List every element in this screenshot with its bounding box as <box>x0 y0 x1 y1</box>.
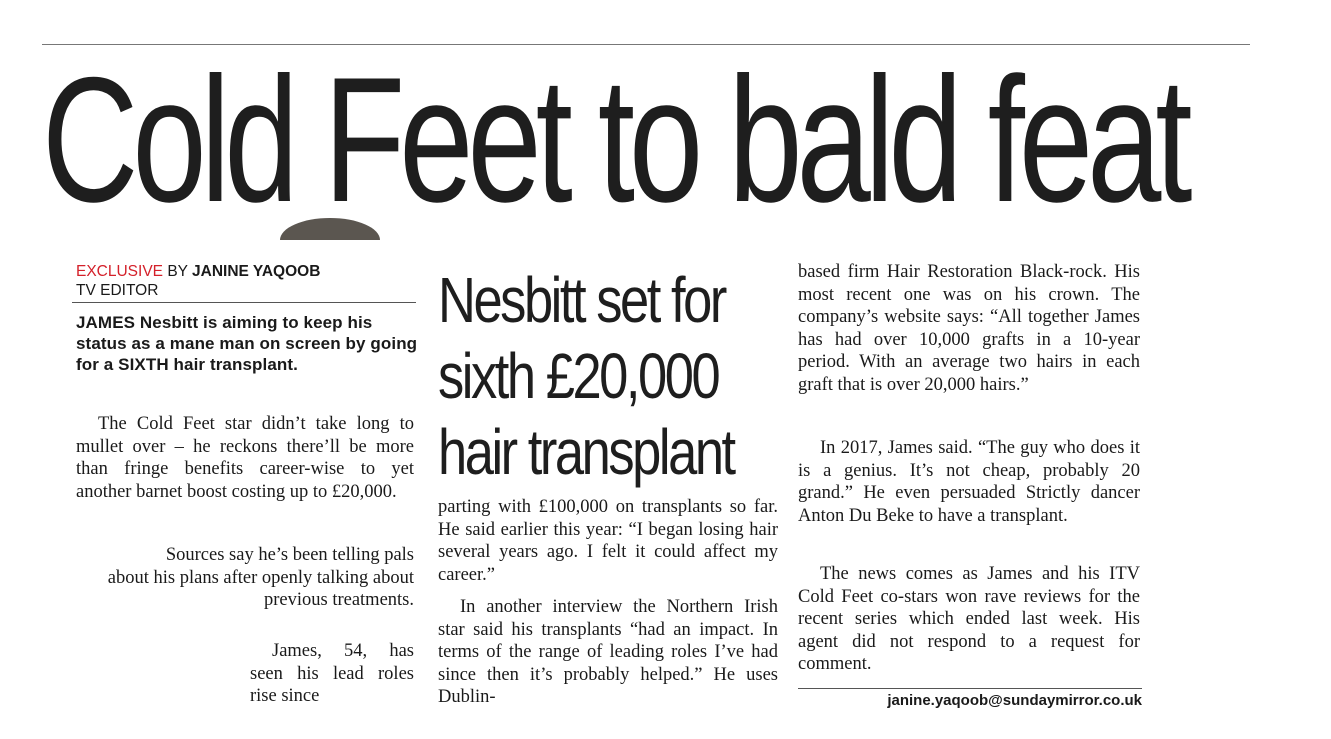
col3-paragraph: based firm Hair Restoration Black-rock. His most recent one was on his crown. The company’s website says: “All together James has had over 10,000 grafts in a 10-year period. With an average two hairs in each graft that is over 20,000 hairs.” <box>798 262 1140 395</box>
col3-paragraph: In 2017, James said. “The guy who does it is a genius. It’s not cheap, probably 20 grand.” He even persuaded Strictly dancer Anton Du Beke to have a transplant. <box>798 438 1140 526</box>
byline <box>76 262 320 300</box>
standfirst: JAMES Nesbitt is aiming to keep his status as a mane man on screen by going for a SIXTH hair transplant. <box>76 313 418 374</box>
col1-paragraph: The Cold Feet star didn’t take long to mullet over – he reckons there’ll be more than fringe benefits career-wise to yet another barnet boost costing up to £20,000. <box>76 414 414 502</box>
headline: Cold Feet to bald feat <box>42 40 1187 239</box>
col1-paragraph: James, 54, has seen his lead roles rise since <box>250 641 414 707</box>
exclusive-tag: EXCLUSIVE <box>76 263 164 280</box>
author-name: JANINE YAQOOB <box>192 263 321 280</box>
author-role: TV EDITOR <box>76 282 159 299</box>
sub-headline-line: sixth £20,000 <box>438 340 719 412</box>
email-rule <box>798 688 1142 689</box>
author-email: janine.yaqoob@sundaymirror.co.uk <box>887 692 1142 709</box>
byline-by: BY <box>167 263 188 280</box>
sub-headline <box>438 262 734 490</box>
sub-headline-line: Nesbitt set for <box>438 264 725 336</box>
col2-paragraph: parting with £100,000 on transplants so far. He said earlier this year: “I began losing hair several years ago. I felt it could affect my career.” <box>438 497 778 585</box>
byline-rule <box>72 302 416 303</box>
col3-paragraph: The news comes as James and his ITV Cold Feet co-stars won rave reviews for the recent series which ended last week. His agent did not respond to a request for comment. <box>798 564 1140 675</box>
sub-headline-line: hair transplant <box>438 416 734 488</box>
col2-paragraph: In another interview the Northern Irish star said his transplants “had an impact. In terms of the range of leading roles I’ve had since then it’s probably helped.” He uses Dublin- <box>438 597 778 708</box>
col1-paragraph: Sources say he’s been telling pals about his plans after openly talking about previous treatments. <box>107 545 414 611</box>
